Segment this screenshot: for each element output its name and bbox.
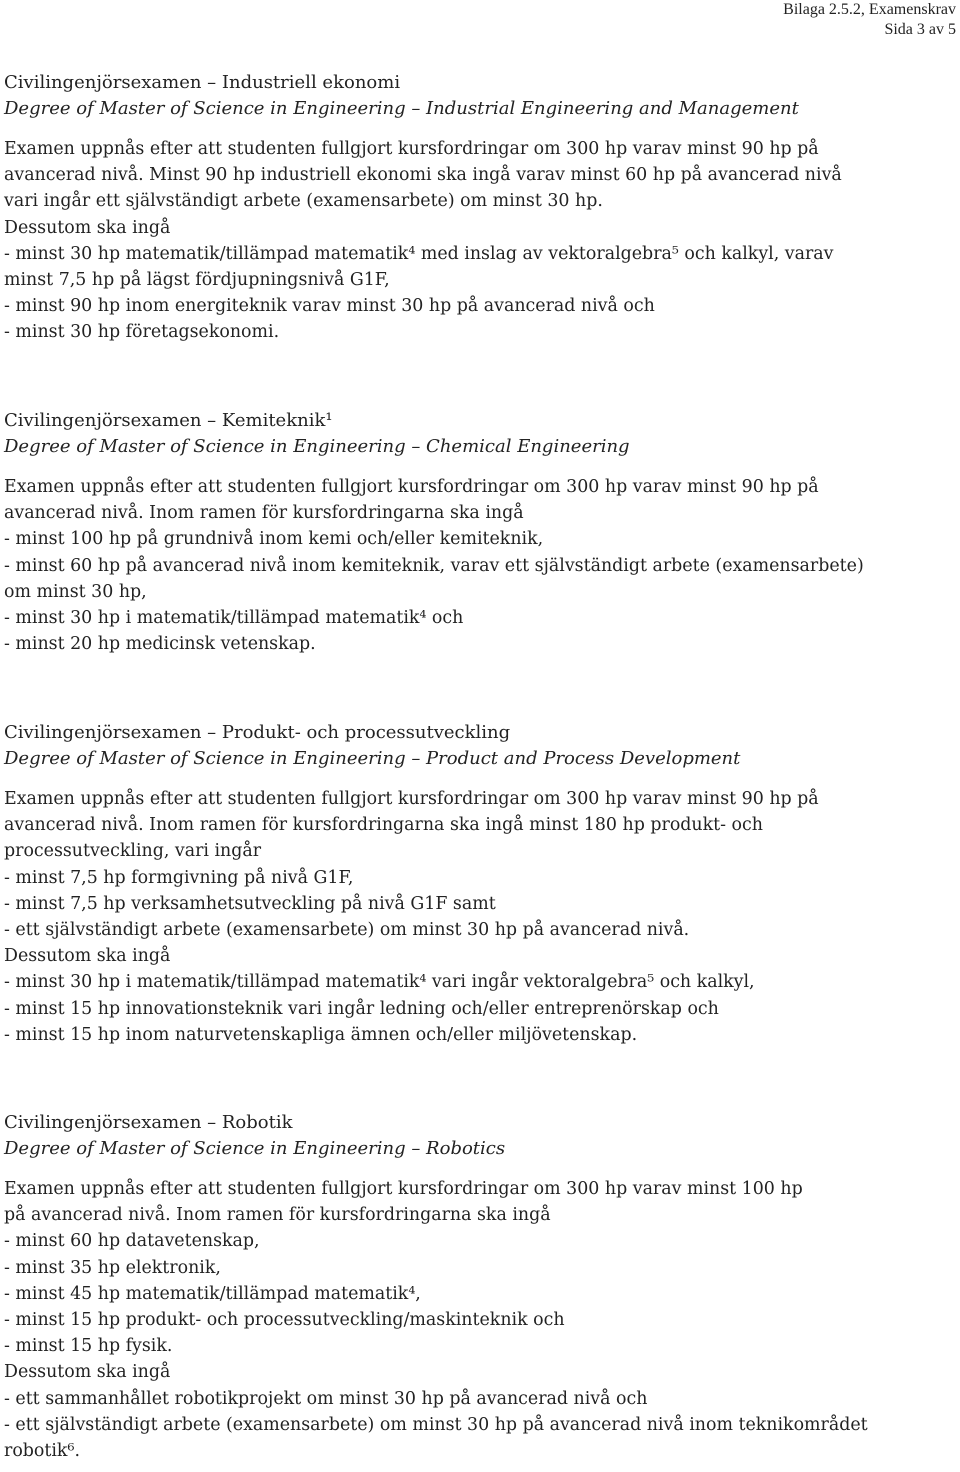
body-line: - minst 90 hp inom energiteknik varav minst 30 hp på avancerad nivå och (4, 296, 655, 317)
body-line: processutveckling, vari ingår (4, 841, 262, 862)
body-line: - minst 30 hp företagsekonomi. (4, 322, 280, 343)
body-line: Dessutom ska ingå (4, 1362, 171, 1383)
section-subtitle: Degree of Master of Science in Engineering – Industrial Engineering and Management (4, 98, 799, 119)
section-chemical-engineering (4, 408, 958, 657)
section-title: Civilingenjörsexamen – Produkt- och processutveckling (4, 722, 511, 743)
page-header (783, 0, 956, 40)
section-product-process-development (4, 720, 958, 1048)
body-line: - minst 15 hp inom naturvetenskapliga ämnen och/eller miljövetenskap. (4, 1024, 638, 1045)
header-page-number: Sida 3 av 5 (884, 21, 956, 38)
body-line: avancerad nivå. Inom ramen för kursfordringarna ska ingå minst 180 hp produkt- och (4, 815, 763, 836)
body-line: - ett självständigt arbete (examensarbete) om minst 30 hp på avancerad nivå inom teknikområdet (4, 1414, 868, 1435)
section-title: Civilingenjörsexamen – Kemiteknik¹ (4, 410, 333, 431)
body-line: Examen uppnås efter att studenten fullgjort kursfordringar om 300 hp varav minst 90 hp på (4, 477, 819, 497)
body-line: - minst 30 hp i matematik/tillämpad matematik⁴ och (4, 608, 464, 629)
body-line: - minst 15 hp fysik. (4, 1336, 173, 1357)
body-line: - minst 30 hp matematik/tillämpad matematik⁴ med inslag av vektoralgebra⁵ och kalkyl, varav (4, 243, 834, 264)
body-line: avancerad nivå. Minst 90 hp industriell ekonomi ska ingå varav minst 60 hp på avancerad nivå (4, 165, 842, 186)
body-line: - minst 35 hp elektronik, (4, 1257, 221, 1278)
section-subtitle: Degree of Master of Science in Engineering – Robotics (4, 1138, 506, 1159)
body-line: minst 7,5 hp på lägst fördjupningsnivå G1F, (4, 270, 390, 291)
body-line: om minst 30 hp, (4, 581, 147, 602)
section-title: Civilingenjörsexamen – Industriell ekonomi (4, 72, 401, 93)
body-line: Examen uppnås efter att studenten fullgjort kursfordringar om 300 hp varav minst 100 hp (4, 1179, 803, 1199)
body-line: - minst 15 hp produkt- och processutveckling/maskinteknik och (4, 1310, 565, 1331)
body-line: Dessutom ska ingå (4, 946, 171, 967)
body-line: Examen uppnås efter att studenten fullgjort kursfordringar om 300 hp varav minst 90 hp på (4, 789, 819, 809)
body-line: - minst 60 hp datavetenskap, (4, 1231, 260, 1252)
body-line: robotik⁶. (4, 1441, 80, 1462)
body-line: - minst 60 hp på avancerad nivå inom kemiteknik, varav ett självständigt arbete (examensarbete) (4, 555, 864, 576)
body-line: - minst 15 hp innovationsteknik vari ingår ledning och/eller entreprenörskap och (4, 998, 719, 1019)
body-line: - ett självständigt arbete (examensarbete) om minst 30 hp på avancerad nivå. (4, 920, 690, 941)
body-line: - minst 45 hp matematik/tillämpad matematik⁴, (4, 1283, 421, 1304)
body-line: Dessutom ska ingå (4, 217, 171, 238)
body-line: - minst 7,5 hp verksamhetsutveckling på nivå G1F samt (4, 893, 496, 914)
body-line: avancerad nivå. Inom ramen för kursfordringarna ska ingå (4, 503, 524, 524)
section-subtitle: Degree of Master of Science in Engineering – Product and Process Development (4, 748, 741, 769)
body-line: - ett sammanhållet robotikprojekt om minst 30 hp på avancerad nivå och (4, 1388, 648, 1409)
body-line: på avancerad nivå. Inom ramen för kursfordringarna ska ingå (4, 1205, 551, 1226)
section-title: Civilingenjörsexamen – Robotik (4, 1112, 293, 1133)
section-industrial-engineering (4, 70, 958, 346)
body-line: - minst 100 hp på grundnivå inom kemi och/eller kemiteknik, (4, 529, 544, 550)
body-line: Examen uppnås efter att studenten fullgjort kursfordringar om 300 hp varav minst 90 hp på (4, 139, 819, 159)
section-subtitle: Degree of Master of Science in Engineering – Chemical Engineering (4, 436, 630, 457)
header-annex-label: Bilaga 2.5.2, Examenskrav (783, 1, 956, 18)
body-line: - minst 7,5 hp formgivning på nivå G1F, (4, 867, 354, 888)
body-line: vari ingår ett självständigt arbete (examensarbete) om minst 30 hp. (4, 191, 603, 212)
body-line: - minst 20 hp medicinsk vetenskap. (4, 634, 316, 655)
section-robotics (4, 1110, 958, 1464)
body-line: - minst 30 hp i matematik/tillämpad matematik⁴ vari ingår vektoralgebra⁵ och kalkyl, (4, 972, 755, 993)
